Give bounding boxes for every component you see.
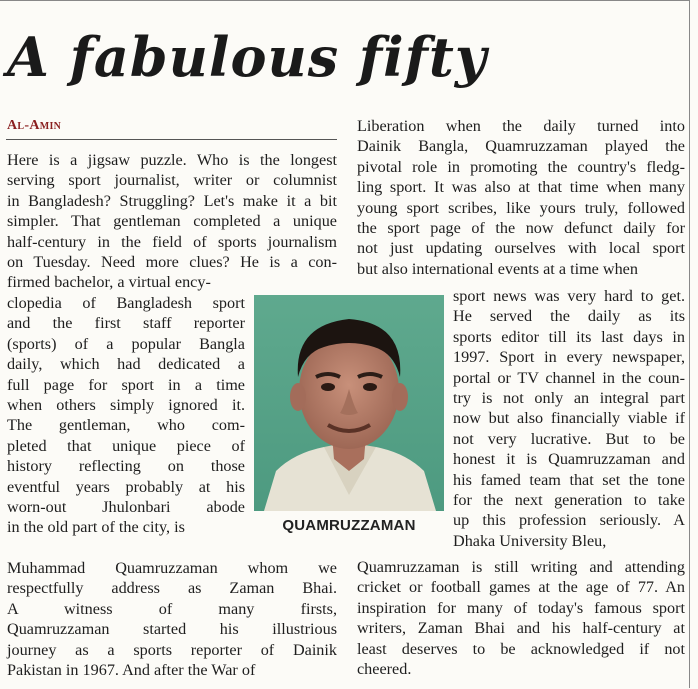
text-line: honest it is Quamruzzaman and: [453, 450, 685, 469]
text-line: and the first staff reporter: [7, 314, 245, 333]
text-line: (sports) of a popular Bangla: [7, 334, 245, 353]
text-line: portal or TV channel in the coun-: [453, 368, 685, 387]
text-line: his famed team that set the tone: [453, 470, 685, 489]
text-line: not very lucrative. But to be: [453, 429, 685, 448]
text-line: in Bangladesh? Struggling? Let's make it a bit: [7, 191, 337, 210]
byline-rule: [6, 139, 337, 140]
headline: A fabulous fifty: [7, 25, 488, 89]
text-line: A witness of many firsts,: [7, 599, 337, 618]
text-line: 1997. Sport in every newspaper,: [453, 348, 685, 367]
byline: Al-Amin: [7, 118, 62, 133]
text-line: ling sport. It was also at that time when many: [357, 178, 685, 197]
text-line: Dainik Bangla, Quamruzzaman played the: [357, 137, 685, 156]
text-line: worn-out Jhulonbari abode: [7, 498, 245, 517]
photo-caption: QUAMRUZZAMAN: [282, 517, 416, 534]
text-line: journey as a sports reporter of Dainik: [7, 640, 337, 659]
text-line: for the next generation to take: [453, 491, 685, 510]
text-line: on Tuesday. Need more clues? He is a con-: [7, 253, 337, 272]
text-line: Liberation when the daily turned into: [357, 117, 685, 135]
text-line: half-century in the field of sports journalism: [7, 232, 337, 251]
col2-top-text: [357, 116, 685, 279]
col2-bottom-text: [357, 557, 685, 679]
text-line: Dhaka University Bleu,: [453, 531, 607, 550]
text-line: firmed bachelor, a virtual ency-: [7, 273, 211, 292]
col1-top-text: [7, 150, 337, 293]
text-line: but also international events at a time when: [357, 259, 638, 278]
text-line: sport news was very hard to get.: [453, 287, 685, 305]
portrait-illustration: [254, 295, 444, 511]
text-line: history reflecting on those: [7, 457, 245, 476]
text-line: serving sport journalist, writer or columnist: [7, 171, 337, 190]
text-line: simpler. That gentleman completed a unique: [7, 212, 337, 231]
text-line: when others simply ignored it.: [7, 396, 245, 415]
portrait-photo: [254, 295, 444, 511]
text-line: try is not only an integral part: [453, 389, 685, 408]
text-line: Quamruzzaman started his illustrious: [7, 620, 337, 639]
text-line: pivotal role in promoting the country's fledg-: [357, 157, 685, 176]
text-line: daily, which had dedicated a: [7, 355, 245, 374]
text-line: Muhammad Quamruzzaman whom we: [7, 559, 337, 577]
text-line: clopedia of Bangladesh sport: [7, 294, 245, 312]
text-line: sports editor till its last days in: [453, 327, 685, 346]
text-line: pleted that unique piece of: [7, 436, 245, 455]
text-line: cheered.: [357, 660, 412, 679]
text-line: eventful years probably at his: [7, 477, 245, 496]
col1-wrap-text: [7, 293, 245, 538]
text-line: The gentleman, who com-: [7, 416, 245, 435]
text-line: full page for sport in a time: [7, 375, 245, 394]
text-line: respectfully address as Zaman Bhai.: [7, 579, 337, 598]
col2-wrap-text: [453, 286, 685, 551]
text-line: young sport scribes, like yours truly, followed: [357, 198, 685, 217]
text-line: He served the daily as its: [453, 307, 685, 326]
text-line: in the old part of the city, is: [7, 518, 185, 537]
text-line: not just updating ourselves with local sport: [357, 239, 685, 258]
text-line: writers, Zaman Bhai and his half-century at: [357, 619, 685, 638]
text-line: now but also financially viable if: [453, 409, 685, 428]
text-line: cricket or football games at the age of 77. An: [357, 578, 685, 597]
col1-bottom-text: [7, 558, 337, 680]
text-line: the sport page of the now defunct daily for: [357, 219, 685, 238]
text-line: Pakistan in 1967. And after the War of: [7, 661, 256, 680]
text-line: Here is a jigsaw puzzle. Who is the longest: [7, 151, 337, 169]
text-line: least deserves to be acknowledged if not: [357, 639, 685, 658]
text-line: inspiration for many of today's famous sport: [357, 598, 685, 617]
text-line: Quamruzzaman is still writing and attending: [357, 558, 685, 576]
text-line: up this profession seriously. A: [453, 511, 685, 530]
